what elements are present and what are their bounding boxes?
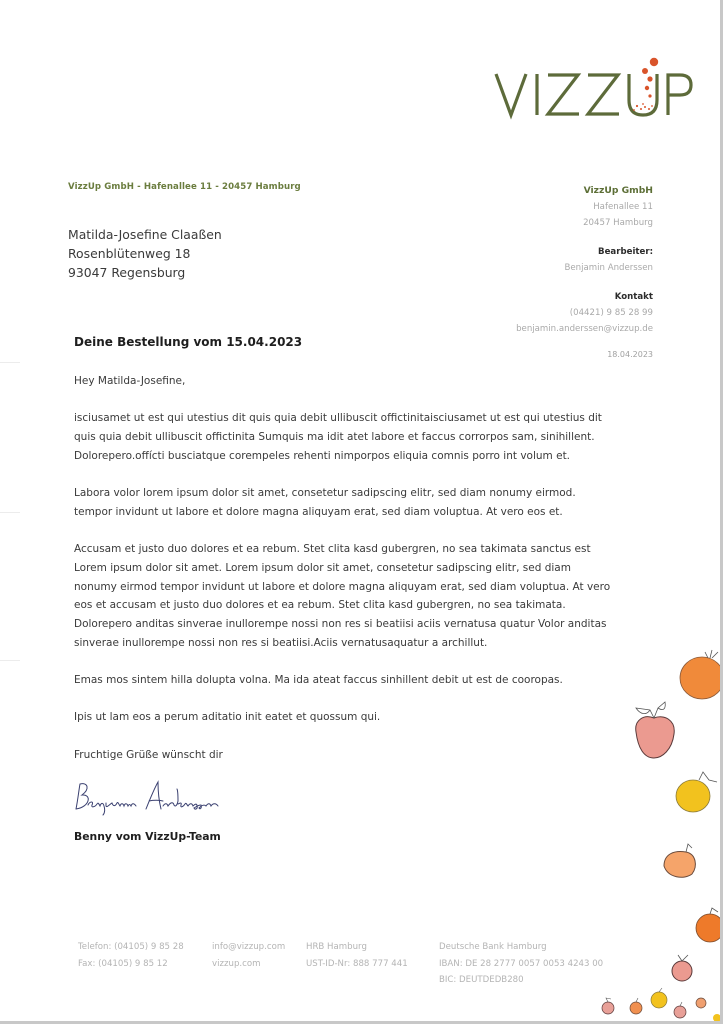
contact-phone: (04421) 9 85 28 99 bbox=[569, 308, 653, 318]
fold-mark bbox=[0, 660, 20, 661]
sender-address-line: VizzUp GmbH - Hafenallee 11 - 20457 Hamburg bbox=[68, 182, 301, 192]
recipient-street: Rosenblütenweg 18 bbox=[68, 246, 191, 261]
footer-phone: Telefon: (04105) 9 85 28 bbox=[78, 942, 184, 952]
letter-date: 18.04.2023 bbox=[607, 350, 653, 359]
contact-label: Kontakt bbox=[614, 292, 653, 302]
footer-ustid: UST-ID-Nr: 888 777 441 bbox=[306, 958, 408, 969]
editor-label: Bearbeiter: bbox=[598, 247, 653, 257]
greeting: Hey Matilda-Josefine, bbox=[74, 375, 186, 387]
footer-fax: Fax: (04105) 9 85 12 bbox=[78, 958, 168, 969]
fold-mark bbox=[0, 362, 20, 363]
editor-name: Benjamin Anderssen bbox=[564, 263, 653, 273]
info-company: VizzUp GmbH bbox=[583, 185, 653, 196]
body-paragraph: isciusamet ut est qui utestius dit quis quia debit ullibuscit offictinitaisciusamet ut est qui utestius dit quis quia debit ullibuscit offictinita Sumquis ma idit atet labore et faccus corrorpos sam, sinihillent. Dolorepero.offícti busciatque corempeles rehenti nimporpos eliquia comnis porro int volum et. bbox=[74, 412, 602, 462]
recipient-name: Matilda-Josefine Claaßen bbox=[68, 227, 222, 242]
orange-icon bbox=[678, 648, 720, 710]
info-city: 20457 Hamburg bbox=[583, 218, 653, 228]
apricot-icon bbox=[660, 840, 700, 884]
body-paragraph: Labora volor lorem ipsum dolor sit amet, consetetur sadipscing elitr, sed diam nonumy eirmod. tempor invidunt ut labore et dolore magna aliquyam erat, sed diam voluptua. At vero eos et. bbox=[74, 486, 576, 518]
lemon-icon bbox=[673, 768, 720, 820]
apple-icon bbox=[670, 953, 696, 987]
vizzup-logo bbox=[492, 52, 694, 122]
letter-body bbox=[74, 372, 614, 783]
signature-image bbox=[70, 779, 230, 817]
footer-contact-phone bbox=[78, 939, 184, 972]
signoff-name: Benny vom VizzUp-Team bbox=[74, 830, 221, 843]
body-paragraph: Ipis ut lam eos a perum aditatio init eatet et quossum qui. bbox=[74, 711, 381, 724]
footer-iban: IBAN: DE 28 2777 0057 0053 4243 00 bbox=[439, 958, 604, 969]
info-block bbox=[516, 183, 653, 363]
orange-icon bbox=[694, 906, 720, 950]
recipient-city: 93047 Regensburg bbox=[68, 265, 186, 280]
body-paragraph: Accusam et justo duo dolores et ea rebum. Stet clita kasd gubergren, no sea takimata sanctus est Lorem ipsum dolor sit amet. Lorem ipsum dolor sit amet, consetetur sadipscing elitr, sed diam nonumy eirmod tempor invidunt ut labore et dolore magna aliquyam erat, sed diam voluptua. At vero eos et accusam et justo duo dolores et ea rebum. Stet clita kasd gubergren, no sea takimata. Dolorepero anditas sinverae inullorempe nossi non res si beatiisi aciis vernatusa quatur Volor anditas sinverae inullorempe nossi non res si beatiisi.Aciis vernatusaquatur a archillut. bbox=[74, 542, 611, 649]
fold-mark bbox=[0, 512, 20, 513]
letter-subject: Deine Bestellung vom 15.04.2023 bbox=[74, 335, 303, 349]
footer-website: vizzup.com bbox=[212, 958, 261, 969]
footer-register bbox=[306, 939, 408, 972]
small-fruit-icons bbox=[596, 986, 720, 1021]
footer-bic: BIC: DEUTDEDB280 bbox=[439, 975, 524, 985]
footer-hrb: HRB Hamburg bbox=[306, 942, 367, 952]
recipient-address bbox=[68, 225, 222, 282]
closing: Fruchtige Grüße wünscht dir bbox=[74, 748, 223, 761]
contact-email: benjamin.anderssen@vizzup.de bbox=[516, 324, 653, 334]
peach-icon bbox=[630, 698, 680, 766]
info-street: Hafenallee 11 bbox=[593, 202, 653, 212]
body-paragraph: Emas mos sintem hilla dolupta volna. Ma ida ateat faccus sinhillent debit ut est de cooropas. bbox=[74, 674, 563, 687]
footer-bank bbox=[439, 939, 603, 989]
footer-web bbox=[212, 939, 285, 972]
footer-bank-name: Deutsche Bank Hamburg bbox=[439, 942, 547, 952]
footer-email: info@vizzup.com bbox=[212, 942, 286, 952]
